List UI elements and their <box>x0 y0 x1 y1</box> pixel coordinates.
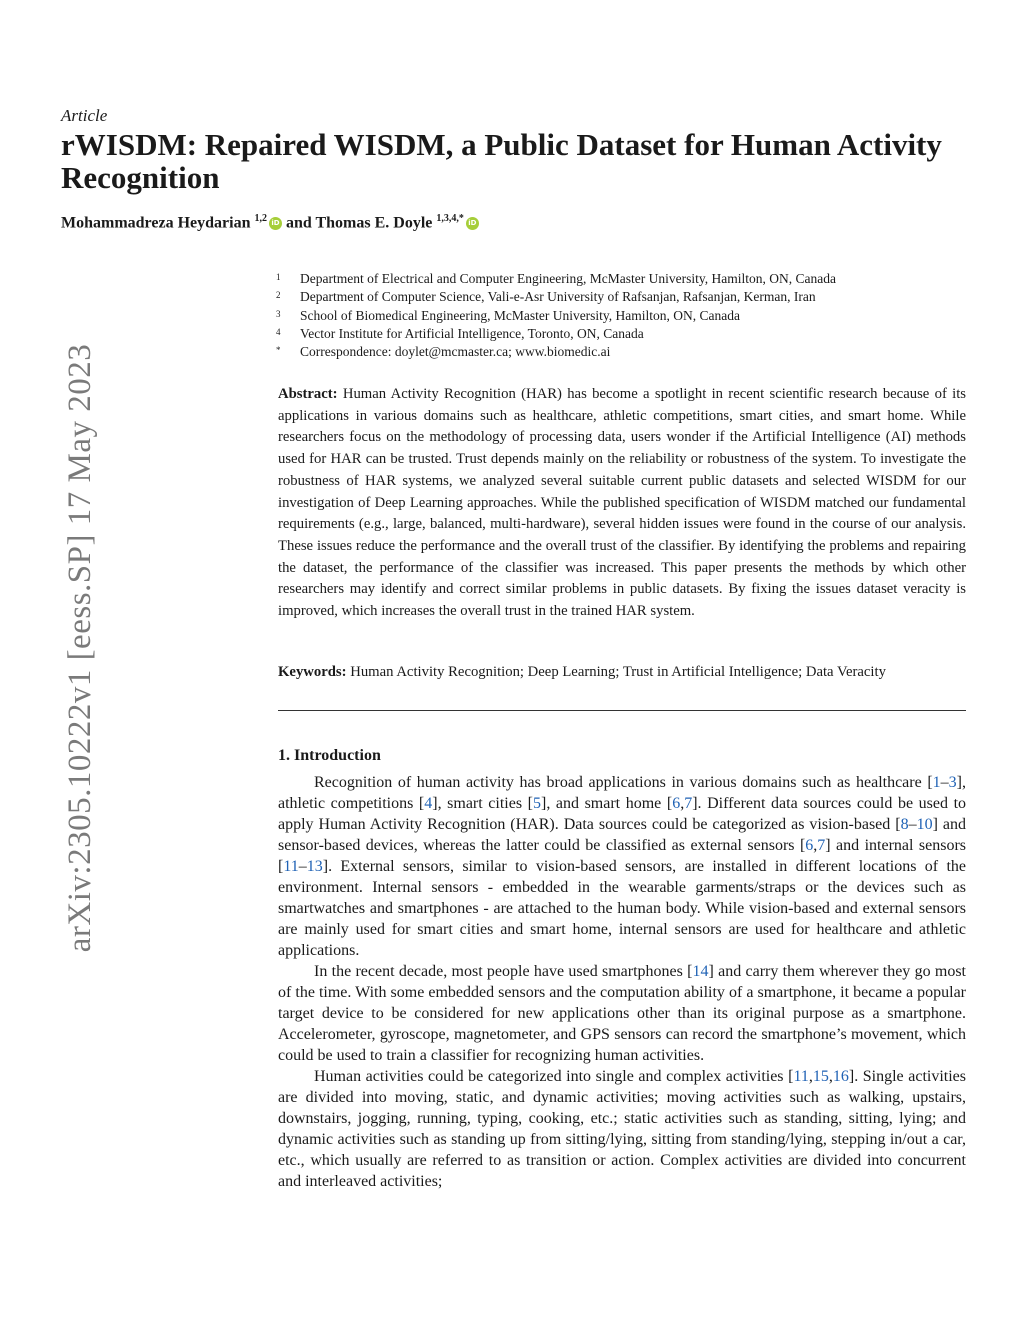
affiliation-mark: 2 <box>276 290 281 301</box>
affiliation-text: School of Biomedical Engineering, McMaster University, Hamilton, ON, Canada <box>300 307 741 323</box>
text-run: – <box>298 858 307 875</box>
text-run: ] and internal sensors [ <box>278 837 967 875</box>
article-type-label: Article <box>61 106 108 125</box>
citation-link[interactable]: 11 <box>283 858 299 875</box>
author-conjunction: and <box>285 214 312 232</box>
abstract-text: Human Activity Recognition (HAR) has become a spotlight in recent scientific research because of its applications in various domains such as healthcare, athletic competitions, smart cities, and smart home. While researchers focus on the methodology of processing data, users wonder if the Artificial Intelligence (AI) methods used for HAR can be trusted. Trust depends mainly on the reliability or robustness of the system. To investigate the robustness of HAR systems, we analyzed several suitable current public datasets and selected WISDM for our investigation of Deep Learning approaches. While the published specification of WISDM matched our fundamental requirements (e.g., large, balanced, multi-hardware), several hidden issues were found in the course of our analysis. These issues reduce the performance and the overall trust of the classifier. By identifying the problems and repairing the dataset, the performance of the classifier was increased. This paper presents the methods by which other researchers may identify and correct similar problems in public datasets. By fixing the issues dataset veracity is improved, which increases the overall trust in the trained HAR system. <box>278 386 967 620</box>
citation-link[interactable]: 16 <box>832 1068 849 1085</box>
citation-link[interactable]: 15 <box>812 1068 829 1085</box>
paragraph <box>278 772 966 961</box>
text-run: ], athletic competitions [ <box>278 774 966 812</box>
affiliation-text: Department of Electrical and Computer Engineering, McMaster University, Hamilton, ON, Canada <box>300 271 836 286</box>
citation-link[interactable]: 13 <box>306 858 323 875</box>
citation-link[interactable]: 5 <box>532 795 541 812</box>
section-body <box>278 772 966 1192</box>
citation-link[interactable]: 7 <box>684 795 693 812</box>
abstract <box>278 384 966 623</box>
orcid-icon[interactable]: iD <box>269 217 282 230</box>
keywords-label: Keywords: <box>278 664 347 680</box>
affiliation-item <box>276 288 976 306</box>
text-run: , <box>808 1068 813 1085</box>
paragraph <box>278 961 966 1066</box>
affiliation-item <box>276 307 976 325</box>
text-run: Recognition of human activity has broad applications in various domains such as healthcare [ <box>314 774 933 791</box>
text-run: – <box>940 774 949 791</box>
author-affil-marks: 1,2 <box>254 213 267 224</box>
text-run: ]. Single activities are divided into moving, static, and dynamic activities; moving activities such as walking, upstairs, downstairs, jogging, running, typing, cooking, etc.; static activities such as standing, sitting, lying; and dynamic activities such as standing up from sitting/lying, sitting from standing/lying, stepping in/out a car, etc., which usually are referred to as transition or action. Complex activities are divided into concurrent and interleaved activities; <box>278 1068 966 1190</box>
section-heading: 1. Introduction <box>278 747 381 764</box>
affiliation-item <box>276 270 976 288</box>
citation-link[interactable]: 3 <box>948 774 957 791</box>
affiliation-mark: 3 <box>276 308 281 319</box>
author-affil-marks: 1,3,4,* <box>436 213 464 224</box>
author-name: Thomas E. Doyle <box>315 214 433 232</box>
text-run: ]. External sensors, similar to vision-based sensors, are installed in different locations of the environment. Internal sensors - embedded in the wearable garments/straps or the devices such as smartwatches and smartphones - are attached to the human body. While vision-based and external sensors are mainly used for smart cities and smart home, internal sensors are used for healthcare and athletic applications. <box>278 858 966 959</box>
affiliation-list <box>276 270 976 361</box>
abstract-label: Abstract: <box>278 386 338 402</box>
text-run: ] and carry them wherever they go most of the time. With some embedded sensors and the computation ability of a smartphone, it became a popular target device to be considered for new applications other than its original purpose as a smartphone. Accelerometer, gyroscope, magnetometer, and GPS sensors can record the smartphone’s movement, which could be used to train a classifier for recognizing human activities. <box>278 963 967 1064</box>
citation-link[interactable]: 4 <box>424 795 433 812</box>
text-run: ], and smart home [ <box>540 795 673 812</box>
text-run: In the recent decade, most people have used smartphones [ <box>314 963 693 980</box>
orcid-icon[interactable]: iD <box>466 217 479 230</box>
text-run: , <box>813 837 818 854</box>
author-list <box>61 213 479 232</box>
text-run: ], smart cities [ <box>432 795 533 812</box>
citation-link[interactable]: 11 <box>793 1068 809 1085</box>
citation-link[interactable]: 8 <box>900 816 909 833</box>
affiliation-text: Vector Institute for Artificial Intelligence, Toronto, ON, Canada <box>300 325 644 341</box>
affiliation-mark: 4 <box>276 326 281 337</box>
section-divider <box>278 710 966 711</box>
paragraph <box>278 1066 966 1192</box>
keywords-text: Human Activity Recognition; Deep Learning; Trust in Artificial Intelligence; Data Veracity <box>350 664 886 680</box>
affiliation-text: Department of Computer Science, Vali-e-Asr University of Rafsanjan, Rafsanjan, Kerman, Iran <box>300 289 816 305</box>
affiliation-mark: * <box>276 345 281 356</box>
text-run: ]. Different data sources could be used to apply Human Activity Recognition (HAR). Data sources could be categorized as vision-based [ <box>278 795 967 833</box>
author-name: Mohammadreza Heydarian <box>61 214 251 232</box>
text-run: – <box>908 816 917 833</box>
text-run: , <box>828 1068 833 1085</box>
affiliation-item <box>276 325 976 343</box>
citation-link[interactable]: 6 <box>672 795 681 812</box>
paper-title: rWISDM: Repaired WISDM, a Public Dataset for Human Activity Recognition <box>61 127 942 195</box>
arxiv-side-identifier: arXiv:2305.10222v1 [eess.SP] 17 May 2023 <box>62 343 98 953</box>
keywords <box>278 664 966 681</box>
citation-link[interactable]: 6 <box>805 837 814 854</box>
text-run: , <box>680 795 685 812</box>
text-run: ] and sensor-based devices, whereas the latter could be classified as external sensors [ <box>278 816 966 854</box>
affiliation-item <box>276 343 976 361</box>
citation-link[interactable]: 1 <box>932 774 941 791</box>
citation-link[interactable]: 7 <box>817 837 826 854</box>
text-run: Human activities could be categorized into single and complex activities [ <box>314 1068 794 1085</box>
affiliation-text: Correspondence: doylet@mcmaster.ca; www.biomedic.ai <box>300 344 611 360</box>
citation-link[interactable]: 14 <box>692 963 709 980</box>
citation-link[interactable]: 10 <box>916 816 933 833</box>
affiliation-mark: 1 <box>276 272 281 282</box>
